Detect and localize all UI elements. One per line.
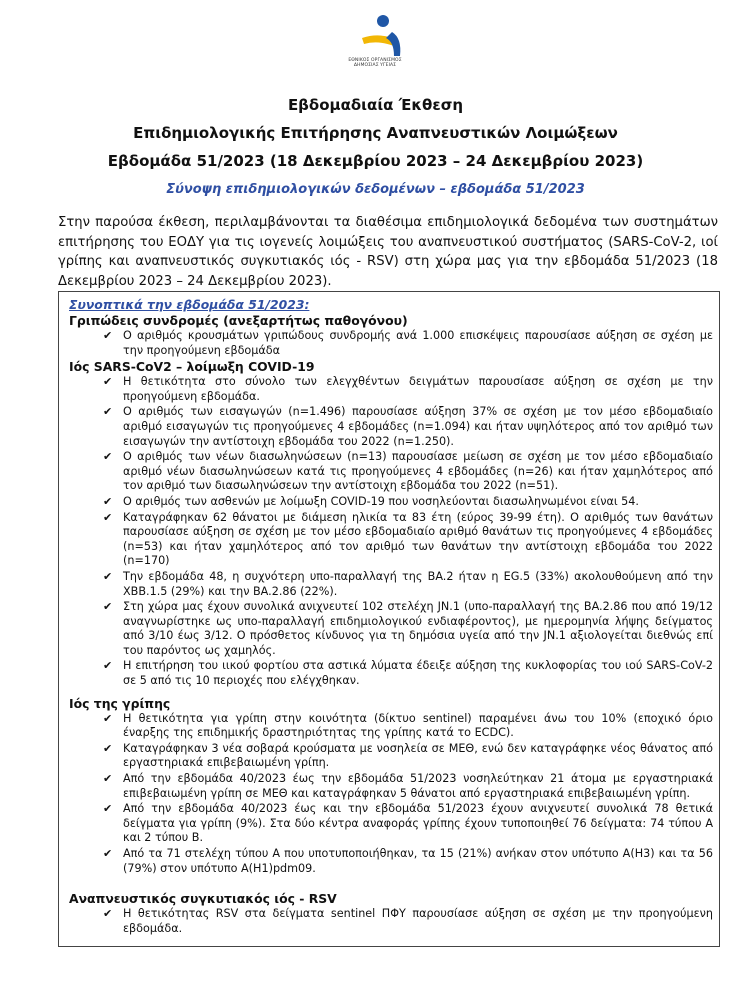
- section-title: Ιός SARS-CoV2 – λοίμωξη COVID-19: [69, 359, 315, 375]
- report-subject: Επιδημιολογικής Επιτήρησης Αναπνευστικών Λοιμώξεων: [133, 124, 618, 142]
- checkmark-icon: ✔: [103, 494, 113, 508]
- checkmark-icon: ✔: [103, 405, 113, 419]
- list-item: ✔ Από την εβδομάδα 40/2023 έως και την εβδομάδα 51/2023 έχουν ανιχνευτεί συνολικά 78 θετικά δείγματα για γρίπη (9%). Στα δύο κέντρα αναφοράς γρίπης έχουν τυποποιηθεί 76 δείγματα: 74 τύπου Α και 2 τύπου Β.: [103, 802, 713, 845]
- report-week: Εβδομάδα 51/2023 (18 Δεκεμβρίου 2023 – 24 Δεκεμβρίου 2023): [107, 152, 644, 170]
- list-item: ✔ Από την εβδομάδα 40/2023 έως την εβδομάδα 51/2023 νοσηλεύτηκαν 21 άτομα με εργαστηριακά επιβεβαιωμένη γρίπη σε ΜΕΘ και καταγράφηκαν 5 θάνατοι από εργαστηριακά επιβεβαιωμένη γρίπη.: [103, 772, 713, 800]
- checkmark-icon: ✔: [103, 659, 113, 673]
- checkmark-icon: ✔: [103, 847, 113, 860]
- summary-subtitle: Σύνοψη επιδημιολογικών δεδομένων – εβδομάδα 51/2023: [166, 182, 585, 197]
- list-item: ✔ Ο αριθμός των νέων διασωληνώσεων (n=13) παρουσίασε μείωση σε σχέση με τον μέσο εβδομαδιαίο αριθμό νέων διασωληνώσεων κατά τις προηγούμενες 4 εβδομάδες (n=26) και ήταν χαμηλότερος από τον αριθμό των διασωληνώσεων την αντίστοιχη εβδομάδα του 2022 (n=51).: [103, 450, 713, 493]
- checkmark-icon: ✔: [103, 450, 113, 464]
- checkmark-icon: ✔: [103, 741, 113, 755]
- list-item: ✔ Η θετικότητα στο σύνολο των ελεγχθέντων δειγμάτων παρουσίασε αύξηση σε σχέση με την προηγούμενη εβδομάδα.: [103, 375, 713, 403]
- checkmark-icon: ✔: [103, 907, 113, 921]
- section-title: Αναπνευστικός συγκυτιακός ιός - RSV: [69, 891, 337, 907]
- list-item: ✔ Ο αριθμός κρουσμάτων γριπώδους συνδρομής ανά 1.000 επισκέψεις παρουσίασε αύξηση σε σχέση με την προηγούμενη εβδομάδα: [103, 329, 713, 357]
- checkmark-icon: ✔: [103, 375, 113, 389]
- logo-caption: ΕΘΝΙΚΟΣ ΟΡΓΑΝΙΣΜΟΣ ΔΗΜΟΣΙΑΣ ΥΓΕΙΑΣ: [348, 58, 402, 68]
- report-title: Εβδομαδιαία Έκθεση: [287, 96, 464, 114]
- summary-box: [58, 291, 720, 947]
- checkmark-icon: ✔: [103, 711, 113, 725]
- section-title: Ιός της γρίπης: [69, 695, 171, 711]
- checkmark-icon: ✔: [103, 510, 113, 524]
- list-item: ✔ Καταγράφηκαν 3 νέα σοβαρά κρούσματα με νοσηλεία σε ΜΕΘ, ενώ δεν καταγράφηκε νέος θάνατος από εργαστηριακά επιβεβαιωμένη γρίπη.: [103, 741, 713, 770]
- list-item: ✔ Ο αριθμός των ασθενών με λοίμωξη COVID-19 που νοσηλεύονται διασωληνωμένοι είναι 54.: [103, 494, 639, 508]
- checkmark-icon: ✔: [103, 802, 113, 816]
- checkmark-icon: ✔: [103, 772, 113, 786]
- checkmark-icon: ✔: [103, 569, 113, 583]
- list-item: ✔ Η θετικότητα για γρίπη στην κοινότητα (δίκτυο sentinel) παραμένει άνω του 10% (εποχικό όριο έναρξης της επιδημικής δραστηριότητας της γρίπης κατά το ECDC).: [103, 711, 713, 740]
- section-title: Γριπώδεις συνδρομές (ανεξαρτήτως παθογόνου): [69, 313, 408, 328]
- checkmark-icon: ✔: [103, 329, 113, 342]
- list-item: ✔ Η επιτήρηση του ιικού φορτίου στα αστικά λύματα έδειξε αύξηση της κυκλοφορίας του ιού SARS-CoV-2 σε 5 από τις 10 περιοχές που ελέγχθηκαν.: [103, 659, 713, 688]
- checkmark-icon: ✔: [103, 600, 113, 614]
- list-item: ✔ Από τα 71 στελέχη τύπου Α που υποτυποποιήθηκαν, τα 15 (21%) ανήκαν στον υπότυπο Α(Η3) και τα 56 (79%) στον υπότυπο Α(Η1)pdm09.: [103, 847, 713, 875]
- list-item: ✔ Καταγράφηκαν 62 θάνατοι με διάμεση ηλικία τα 83 έτη (εύρος 39-99 έτη). Ο αριθμός των θανάτων παρουσίασε αύξηση σε σχέση με τον μέσο εβδομαδιαίο αριθμό θανάτων τις προηγούμενες 4 εβδομάδες (n=53) και ήταν χαμηλότερος από τον αριθμό των θανάτων την αντίστοιχη εβδομάδα του 2022 (n=170): [103, 510, 713, 568]
- summary-heading: Συνοπτικά την εβδομάδα 51/2023:: [69, 297, 310, 312]
- list-item: ✔ Την εβδομάδα 48, η συχνότερη υπο-παραλλαγή της BA.2 ήταν η EG.5 (33%) ακολουθούμενη από την XBB.1.5 (29%) και την BA.2.86 (22%).: [103, 569, 713, 598]
- list-item: ✔ Στη χώρα μας έχουν συνολικά ανιχνευτεί 102 στελέχη JN.1 (υπο-παραλλαγή της BA.2.86 που από 19/12 αναγνωρίστηκε ως υπο-παραλλαγή επιδημιολογικού ενδιαφέροντος), με ημερομηνία λήψης δείγματος από 3/10 έως 3/12. Ο πρόσθετος κίνδυνος για τη δημόσια υγεία από την JN.1 αξιολογείται διεθνώς επί του παρόντος ως χαμηλός.: [103, 600, 713, 657]
- list-item: ✔ Η θετικότητας RSV στα δείγματα sentinel ΠΦΥ παρουσίασε αύξηση σε σχέση με την προηγούμενη εβδομάδα.: [103, 907, 713, 935]
- intro-paragraph: Στην παρούσα έκθεση, περιλαμβάνονται τα διαθέσιμα επιδημιολογικά δεδομένα των συστημάτων επιτήρησης του ΕΟΔΥ για τις ιογενείς λοιμώξεις του αναπνευστικού συστήματος (SARS-CoV-2, ιοί γρίπης και αναπνευστικός συγκυτιακός ιός - RSV) στη χώρα μας για την εβδομάδα 51/2023 (18 Δεκεμβρίου 2023 – 24 Δεκεμβρίου 2023).: [58, 215, 718, 289]
- list-item: ✔ Ο αριθμός των εισαγωγών (n=1.496) παρουσίασε αύξηση 37% σε σχέση με τον μέσο εβδομαδιαίο αριθμό εισαγωγών τις προηγούμενες 4 εβδομάδες (n=1.094) και ήταν υψηλότερος από τον αριθμό των εισαγωγών την αντίστοιχη εβδομάδα του 2022 (n=1.250).: [103, 405, 713, 448]
